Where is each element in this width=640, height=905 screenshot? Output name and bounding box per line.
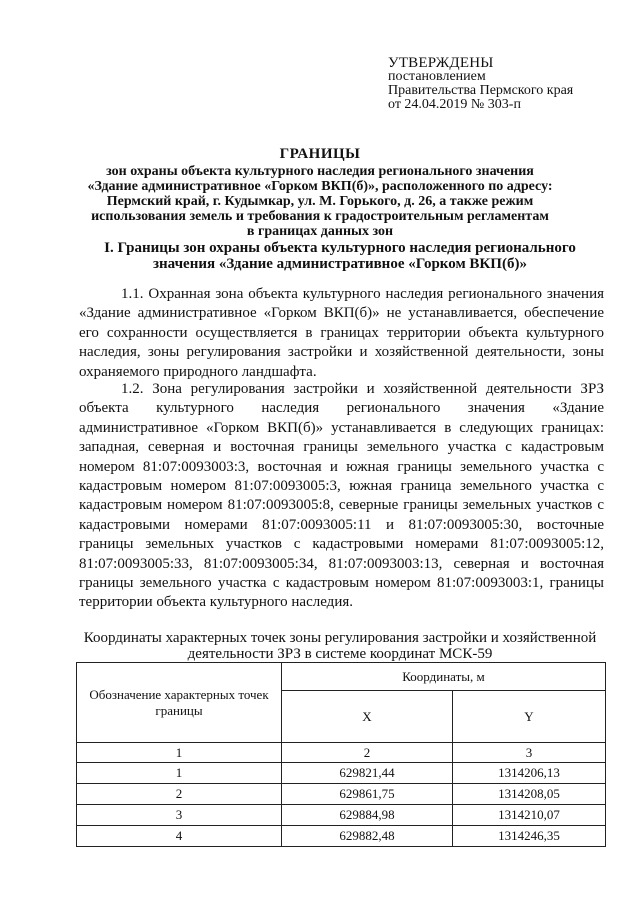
- point-cell: 3: [77, 805, 282, 826]
- approval-heading: УТВЕРЖДЕНЫ: [388, 55, 494, 71]
- section-heading: [90, 240, 590, 272]
- x-cell: 629821,44: [282, 763, 453, 784]
- subtitle-line: в границах данных зон: [246, 224, 394, 239]
- approval-date-number: от 24.04.2019 № 303-п: [388, 97, 521, 112]
- subtitle-line: зон охраны объекта культурного наследия регионального значения: [106, 164, 534, 179]
- table-caption-line: деятельности ЗРЗ в системе координат МСК-59: [187, 646, 493, 662]
- coordinates-table: [76, 662, 606, 847]
- table-caption: [60, 630, 620, 662]
- approval-stamp: [388, 56, 628, 112]
- header-coordinates: Координаты, м: [282, 663, 606, 691]
- paragraph-text: 1.1. Охранная зона объекта культурного наследия регионального значения «Здание административное «Горком ВКП(б)» не устанавливается, обеспечение его сохранности осуществляется в границах территории объекта культурного наследия, зоны регулирования застройки и хозяйственной деятельности, зоны охраняемого природного ландшафта.: [79, 286, 604, 380]
- table-row: [77, 805, 606, 826]
- approval-line: Правительства Пермского края: [388, 83, 574, 98]
- x-cell: 629884,98: [282, 805, 453, 826]
- numbering-row: [77, 743, 606, 763]
- x-cell: 629861,75: [282, 784, 453, 805]
- y-cell: 1314210,07: [453, 805, 606, 826]
- subtitle-line: «Здание административное «Горком ВКП(б)», расположенного по адресу:: [87, 179, 553, 194]
- table-row: [77, 763, 606, 784]
- table-cell: 2: [282, 743, 453, 763]
- document-subtitle: [80, 164, 560, 239]
- document-title: ГРАНИЦЫ: [279, 146, 361, 162]
- y-cell: 1314206,13: [453, 763, 606, 784]
- paragraph-1-2: [79, 380, 604, 613]
- point-cell: 4: [77, 826, 282, 847]
- table-cell: 3: [453, 743, 606, 763]
- section-heading-line: значения «Здание административное «Горком ВКП(б)»: [153, 256, 527, 272]
- header-y: Y: [453, 691, 606, 743]
- approval-line: постановлением: [388, 69, 486, 84]
- paragraph-text: 1.2. Зона регулирования застройки и хозяйственной деятельности ЗРЗ объекта культурного наследия регионального значения «Здание административное «Горком ВКП(б)» устанавливается в следующих границах: западная, северная и восточная границы земельного участка с кадастровым номером 81:07:0093003:3, восточная и южная границы земельного участка с кадастровым номером 81:07:0093005:3, южная граница земельного участка с кадастровым номером 81:07:0093005:8, северные границы земельных участков с кадастровыми номерами 81:07:0093005:11 и 81:07:0093005:30, восточные границы земельных участков с кадастровыми номерами 81:07:0093005:12, 81:07:0093005:33, 81:07:0093005:34, 81:07:0093003:13, северная и восточная границы земельного участка с кадастровым номером 81:07:0093003:1, границы территории объекта культурного наследия.: [79, 381, 604, 611]
- paragraph-1-1: [79, 285, 604, 382]
- header-points: Обозначение характерных точек границы: [77, 663, 282, 743]
- header-x: X: [282, 691, 453, 743]
- point-cell: 1: [77, 763, 282, 784]
- subtitle-line: использования земель и требования к градостроительным регламентам: [91, 209, 549, 224]
- y-cell: 1314208,05: [453, 784, 606, 805]
- table-row: [77, 826, 606, 847]
- table-caption-line: Координаты характерных точек зоны регулирования застройки и хозяйственной: [83, 630, 597, 646]
- table-row: [77, 784, 606, 805]
- table-cell: 1: [77, 743, 282, 763]
- x-cell: 629882,48: [282, 826, 453, 847]
- y-cell: 1314246,35: [453, 826, 606, 847]
- subtitle-line: Пермский край, г. Кудымкар, ул. М. Горького, д. 26, а также режим: [106, 194, 534, 209]
- section-heading-line: I. Границы зон охраны объекта культурного наследия регионального: [104, 240, 576, 256]
- point-cell: 2: [77, 784, 282, 805]
